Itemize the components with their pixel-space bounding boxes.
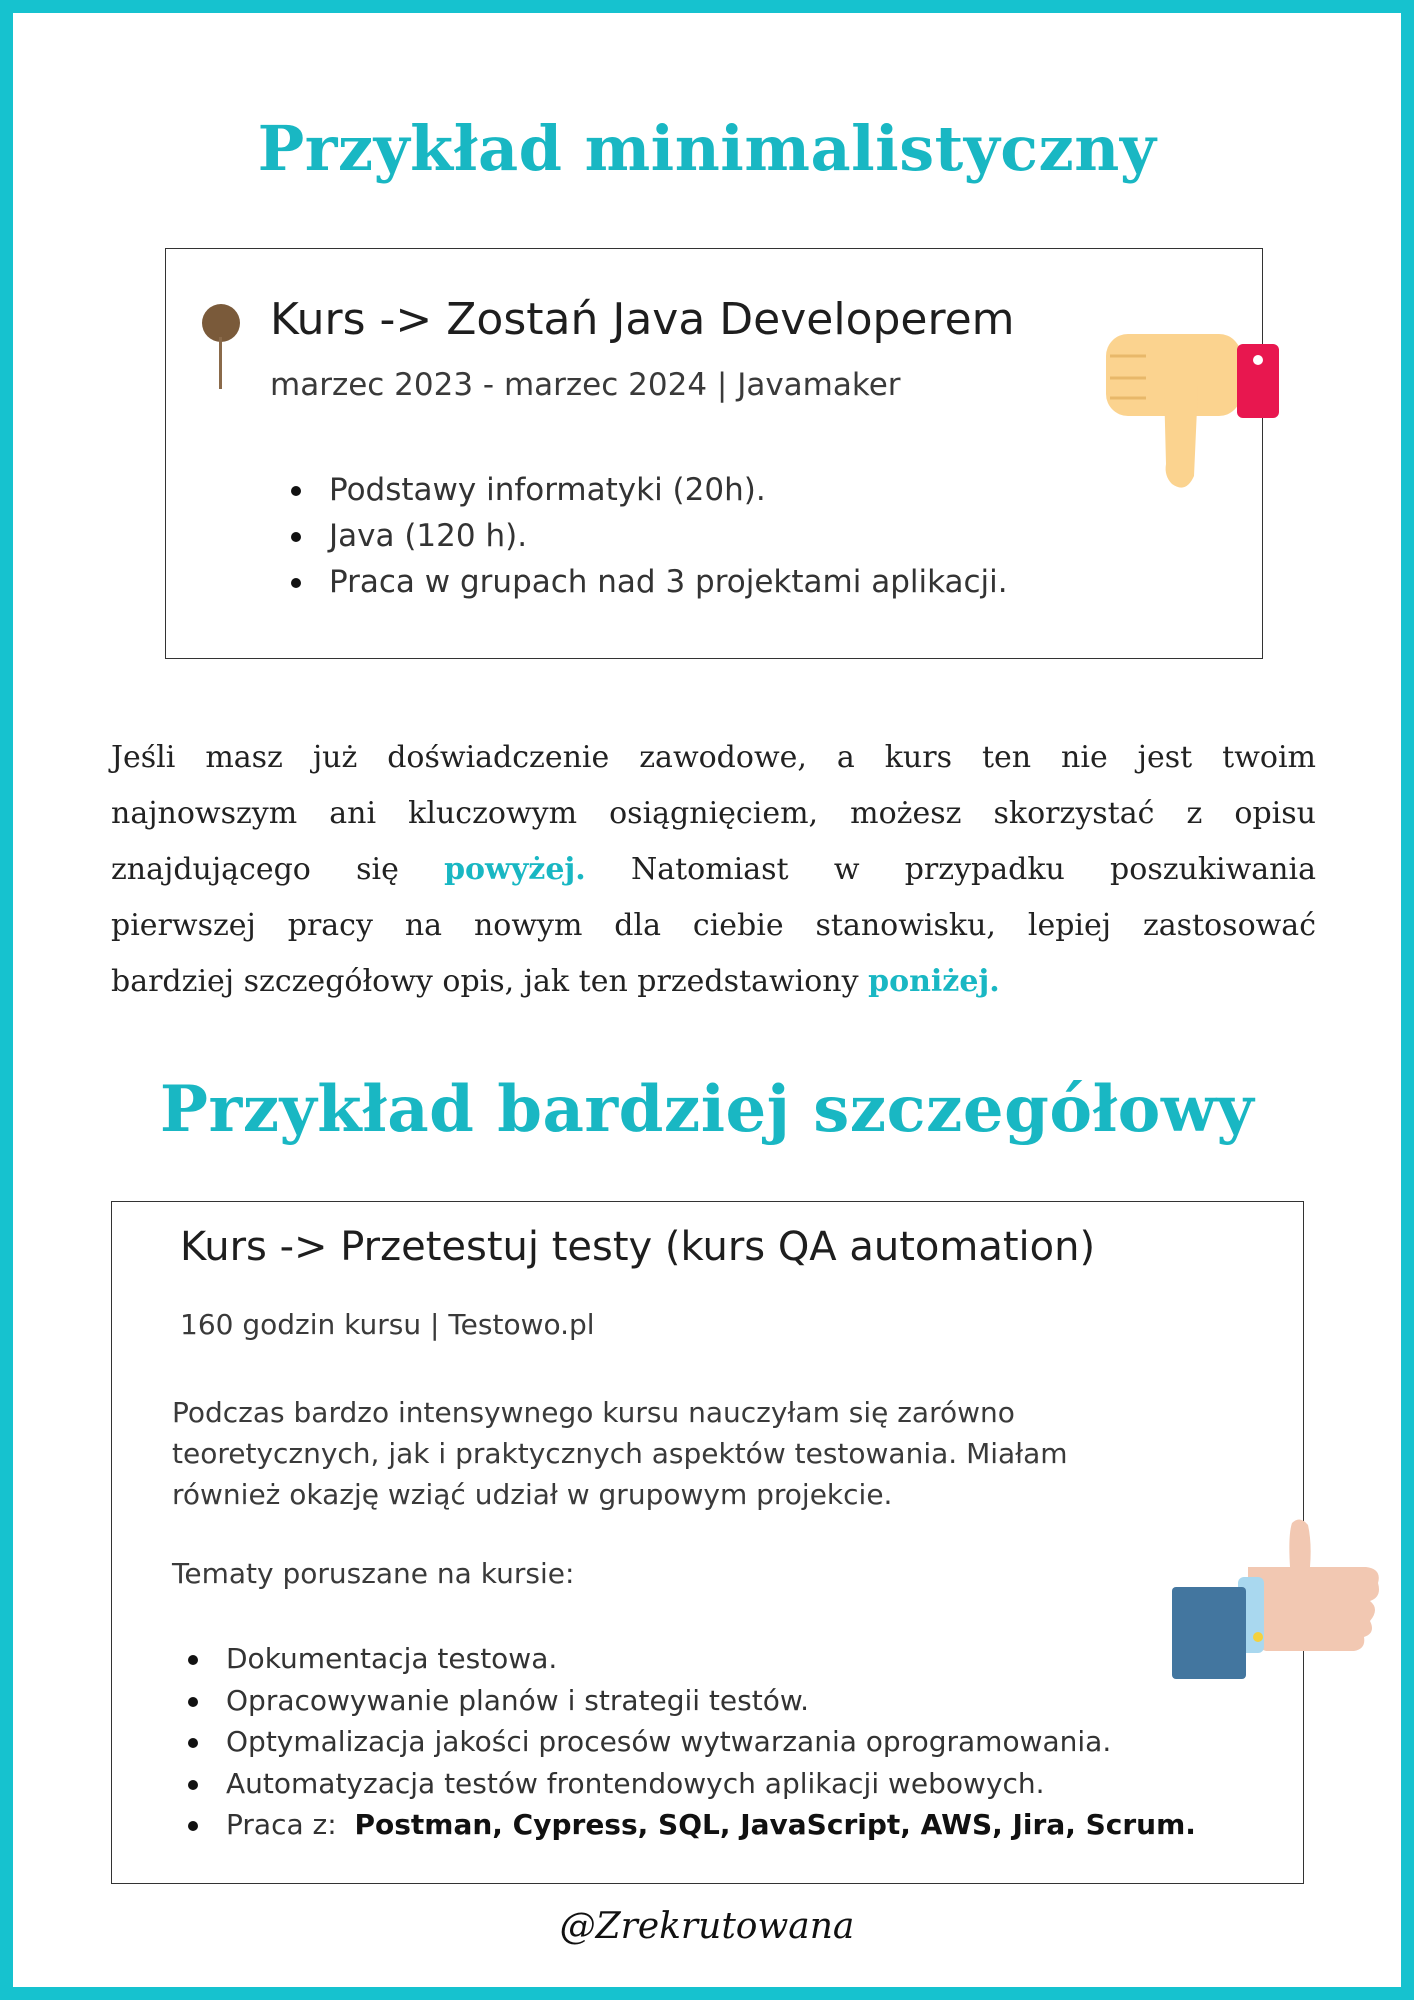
tools-list: Postman, Cypress, SQL, JavaScript, AWS, Jira, Scrum.: [354, 1808, 1196, 1841]
list-item: Java (120 h).: [329, 513, 1008, 559]
list-item: Optymalizacja jakości procesów wytwarzania oprogramowania.: [226, 1721, 1196, 1763]
highlight-above: powyżej.: [444, 852, 586, 887]
thumbs-down-icon: [1106, 326, 1281, 496]
body-line: pierwszej pracy na nowym dla ciebie stanowisku, lepiej zastosować: [111, 908, 1316, 943]
thumbs-up-icon: [1170, 1517, 1382, 1685]
topics-label: Tematy poruszane na kursie:: [172, 1557, 575, 1590]
topics-bullet-list: [226, 1638, 1196, 1846]
list-item: Opracowywanie planów i strategii testów.: [226, 1680, 1196, 1722]
heading-detailed-example: Przykład bardziej szczegółowy: [159, 1072, 1255, 1147]
body-paragraph: [111, 730, 1316, 1010]
course-title: Kurs -> Przetestuj testy (kurs QA automation): [180, 1224, 1096, 1270]
list-item-tools: Praca z: Postman, Cypress, SQL, JavaScript, AWS, Jira, Scrum.: [226, 1804, 1196, 1846]
highlight-below: poniżej.: [868, 964, 1000, 999]
list-item: Podstawy informatyki (20h).: [329, 467, 1008, 513]
detailed-example-card: [111, 1201, 1304, 1884]
pin-stem: [219, 337, 222, 389]
course-bullet-list: [329, 467, 1008, 605]
body-line: najnowszym ani kluczowym osiągnięciem, możesz skorzystać z opisu: [111, 796, 1316, 831]
author-handle: @Zrekrutowana: [559, 1906, 855, 1947]
course-description: Podczas bardzo intensywnego kursu nauczyłam się zarówno teoretycznych, jak i praktycznych aspektów testowania. Miałam również okazję wziąć udział w grupowym projekcie.: [172, 1396, 1068, 1511]
course-subtitle: marzec 2023 - marzec 2024 | Javamaker: [270, 367, 901, 403]
course-title: Kurs -> Zostań Java Developerem: [270, 294, 1015, 345]
list-item: Automatyzacja testów frontendowych aplikacji webowych.: [226, 1763, 1196, 1805]
heading-minimal-example: Przykład minimalistyczny: [257, 112, 1157, 185]
minimal-example-card: [165, 248, 1263, 659]
body-line: znajdującego się powyżej. Natomiast w przypadku poszukiwania: [111, 852, 1316, 887]
course-subtitle: 160 godzin kursu | Testowo.pl: [180, 1308, 595, 1341]
list-item: Praca w grupach nad 3 projektami aplikacji.: [329, 559, 1008, 605]
body-line: bardziej szczegółowy opis, jak ten przedstawiony poniżej.: [111, 964, 1000, 999]
body-line: Jeśli masz już doświadczenie zawodowe, a kurs ten nie jest twoim: [111, 740, 1316, 775]
list-item: Dokumentacja testowa.: [226, 1638, 1196, 1680]
